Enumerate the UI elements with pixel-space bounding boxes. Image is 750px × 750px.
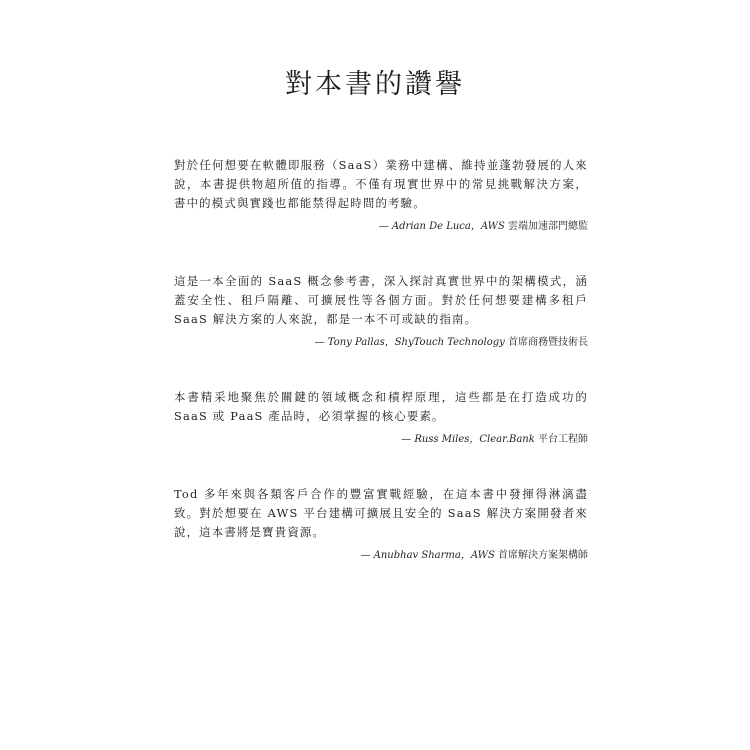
attribution-title: 平台工程師 — [534, 434, 588, 445]
endorsement-attribution — [174, 220, 588, 234]
endorsement-1 — [174, 156, 588, 234]
endorsement-text: Tod 多年來與各類客戶合作的豐富實戰經驗，在這本書中發揮得淋漓盡致。對於想要在 AWS 平台建構可擴展且安全的 SaaS 解決方案開發者來說，這本書將是寶貴資源。 — [174, 487, 588, 539]
endorsement-text: 這是一本全面的 SaaS 概念參考書，深入探討真實世界中的架構模式，涵蓋安全性、租戶隔離、可擴展性等各個方面。對於任何想要建構多租戶 SaaS 解決方案的人來說，都是一本不可或缺的指南。 — [174, 274, 588, 326]
attribution-dash: — — [314, 337, 328, 348]
attribution-name: Russ Miles，Clear.Bank — [414, 434, 535, 445]
attribution-name: Tony Pallas，ShyTouch Technology — [327, 337, 505, 348]
attribution-title: 首席商務暨技術長 — [504, 337, 588, 348]
endorsement-attribution — [174, 549, 588, 563]
attribution-title: 首席解決方案架構師 — [494, 550, 588, 561]
endorsement-2 — [174, 272, 588, 350]
attribution-title: 雲端加速部門總監 — [504, 221, 588, 232]
endorsement-3 — [174, 388, 588, 447]
page-title: 對本書的讚譽 — [285, 69, 465, 100]
attribution-dash: — — [401, 434, 415, 445]
attribution-name: Adrian De Luca，AWS — [391, 221, 505, 232]
attribution-dash: — — [360, 550, 374, 561]
attribution-dash: — — [378, 221, 392, 232]
endorsement-attribution — [174, 336, 588, 350]
endorsement-attribution — [174, 433, 588, 447]
endorsement-text: 本書精采地聚焦於關鍵的領域概念和積桿原理，這些都是在打造成功的 SaaS 或 PaaS 產品時，必須掌握的核心要素。 — [174, 390, 588, 423]
attribution-name: Anubhav Sharma，AWS — [373, 550, 495, 561]
endorsement-4 — [174, 485, 588, 563]
endorsement-text: 對於任何想要在軟體即服務（SaaS）業務中建構、維持並蓬勃發展的人來說，本書提供物超所值的指導。不僅有現實世界中的常見挑戰解決方案，書中的模式與實踐也都能禁得起時間的考驗。 — [174, 158, 588, 210]
